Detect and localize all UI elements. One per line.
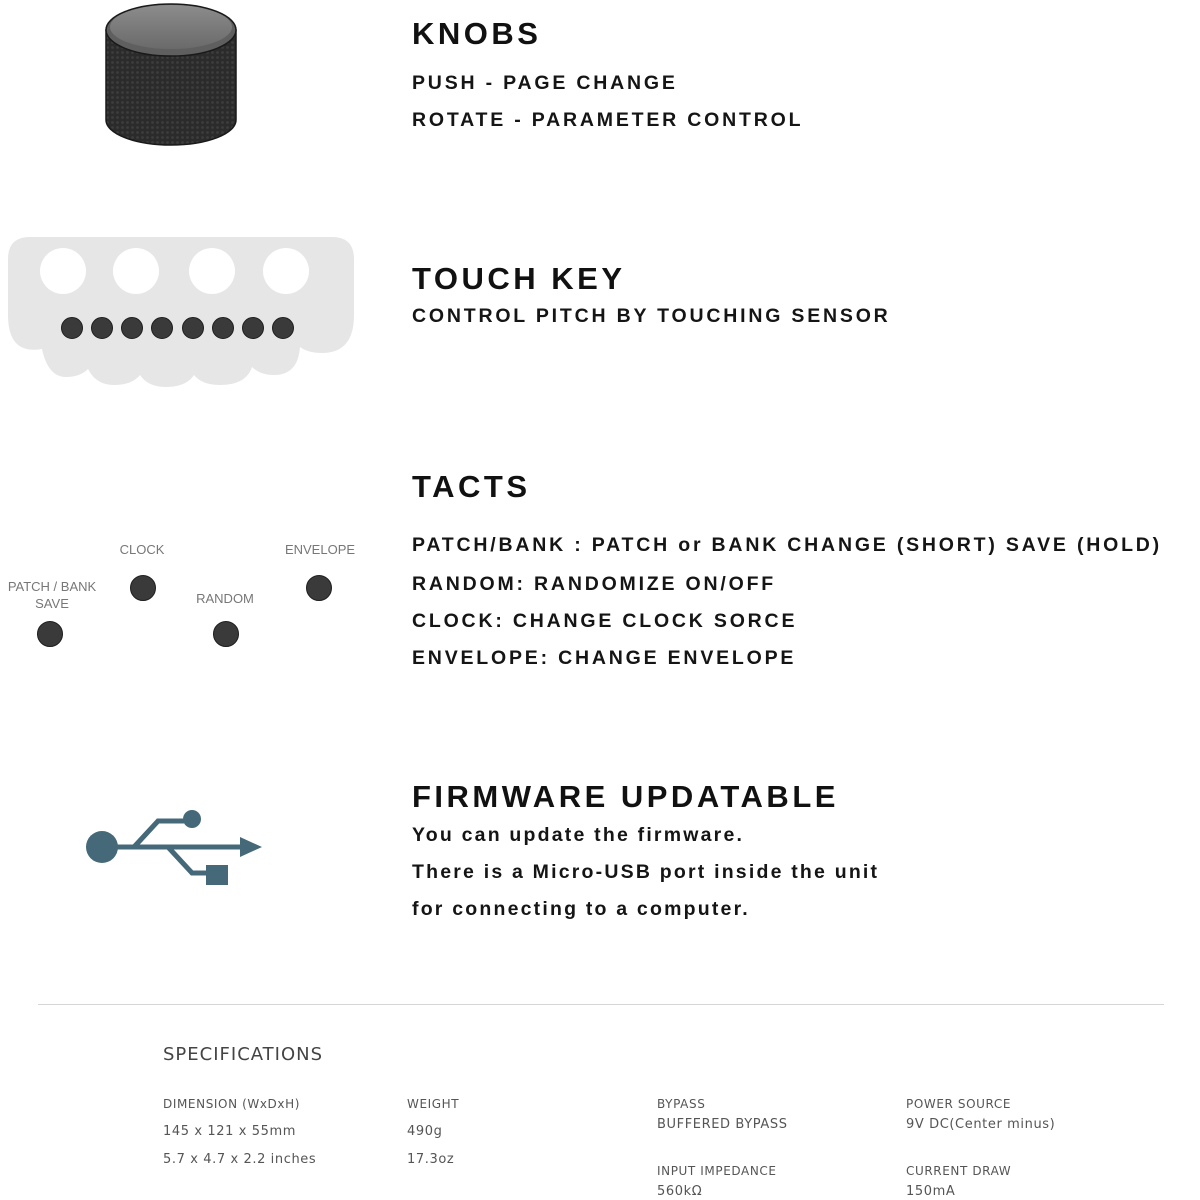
specifications-title: SPECIFICATIONS	[163, 1044, 324, 1065]
section-divider	[38, 1004, 1164, 1005]
knobs-title: KNOBS	[412, 16, 542, 51]
knobs-push-line: PUSH - PAGE CHANGE	[412, 72, 678, 94]
bypass-label: BYPASS	[657, 1097, 706, 1111]
current-draw-value: 150mA	[906, 1184, 956, 1199]
tacts-clock-line: CLOCK: CHANGE CLOCK SORCE	[412, 610, 798, 632]
tacts-patch-bank-line: PATCH/BANK : PATCH or BANK CHANGE (SHORT) SAVE (HOLD)	[412, 534, 1162, 556]
tacts-title: TACTS	[412, 469, 531, 504]
input-impedance-label: INPUT IMPEDANCE	[657, 1164, 777, 1178]
weight-label: WEIGHT	[407, 1097, 460, 1111]
knob-icon	[100, 0, 242, 152]
power-source-value: 9V DC(Center minus)	[906, 1117, 1056, 1132]
current-draw-label: CURRENT DRAW	[906, 1164, 1012, 1178]
clock-label: CLOCK	[119, 542, 165, 557]
touch-key-title: TOUCH KEY	[412, 261, 626, 296]
dimension-metric: 145 x 121 x 55mm	[163, 1124, 297, 1139]
touch-key-description: CONTROL PITCH BY TOUCHING SENSOR	[412, 305, 891, 327]
weight-metric: 490g	[407, 1124, 443, 1139]
usb-icon	[84, 805, 264, 889]
input-impedance-value: 560kΩ	[657, 1184, 703, 1199]
envelope-button	[306, 575, 332, 601]
patch-bank-label: PATCH / BANK SAVE	[7, 579, 97, 611]
touch-key-sensor-icon	[8, 237, 356, 389]
envelope-label: ENVELOPE	[284, 542, 356, 557]
tacts-random-line: RANDOM: RANDOMIZE ON/OFF	[412, 573, 777, 595]
firmware-line-1: You can update the firmware.	[412, 824, 745, 846]
patch-bank-button	[37, 621, 63, 647]
tacts-envelope-line: ENVELOPE: CHANGE ENVELOPE	[412, 647, 797, 669]
power-source-label: POWER SOURCE	[906, 1097, 1012, 1111]
dimension-label: DIMENSION (WxDxH)	[163, 1097, 300, 1111]
bypass-value: BUFFERED BYPASS	[657, 1117, 788, 1132]
weight-imperial: 17.3oz	[407, 1152, 455, 1167]
random-label: RANDOM	[196, 591, 254, 606]
firmware-line-2: There is a Micro-USB port inside the unit	[412, 861, 880, 883]
firmware-line-3: for connecting to a computer.	[412, 898, 750, 920]
clock-button	[130, 575, 156, 601]
firmware-title: FIRMWARE UPDATABLE	[412, 779, 839, 814]
random-button	[213, 621, 239, 647]
dimension-imperial: 5.7 x 4.7 x 2.2 inches	[163, 1152, 317, 1167]
knobs-rotate-line: ROTATE - PARAMETER CONTROL	[412, 109, 804, 131]
